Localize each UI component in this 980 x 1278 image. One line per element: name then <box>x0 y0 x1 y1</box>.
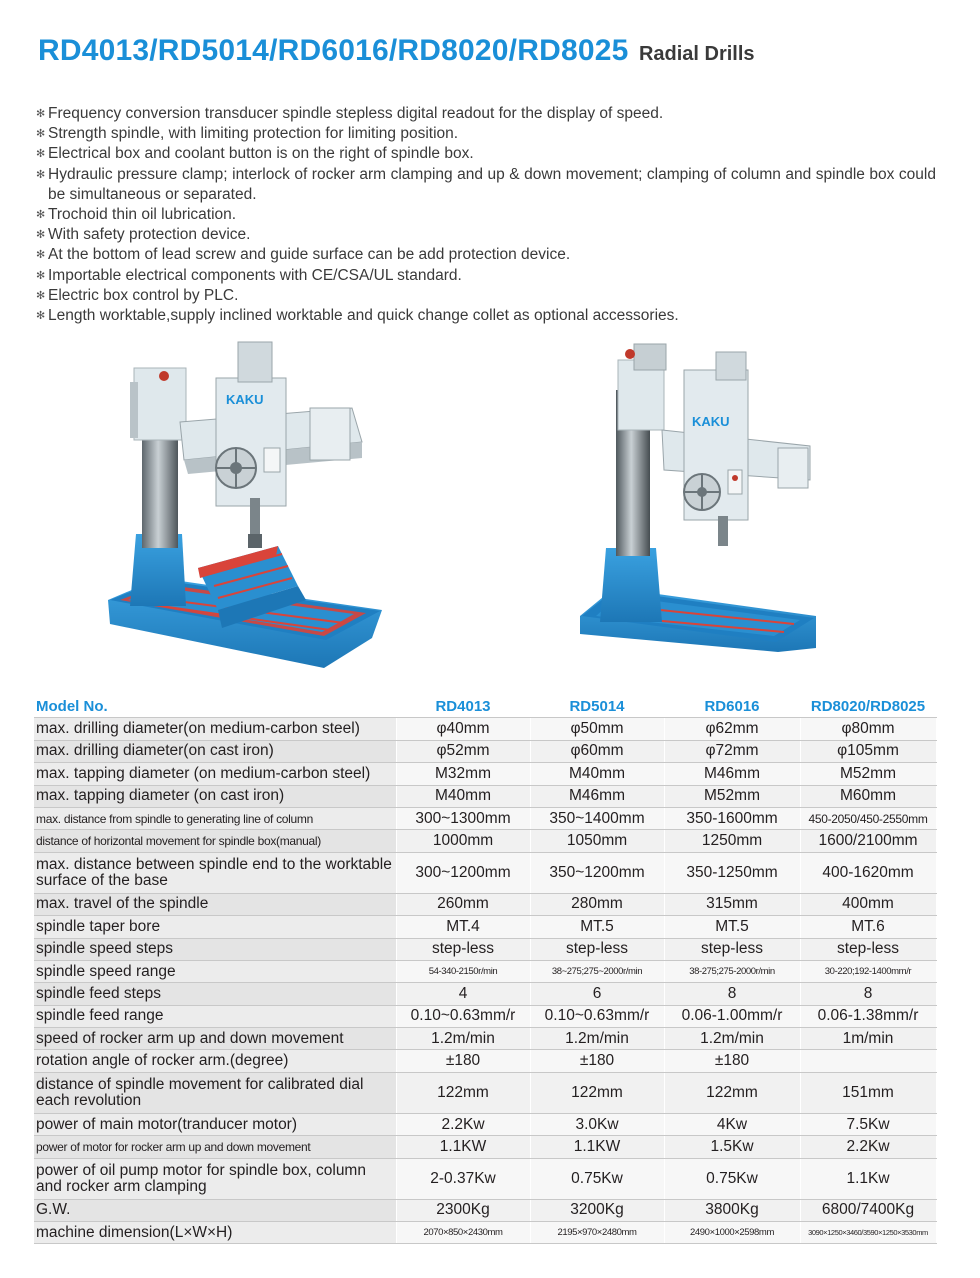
column-header-rd5014: RD5014 <box>530 696 664 718</box>
table-cell: M40mm <box>396 785 530 807</box>
table-cell: 0.75Kw <box>530 1158 664 1199</box>
table-row <box>34 1113 936 1135</box>
table-row <box>34 1005 936 1027</box>
table-row <box>34 1158 936 1199</box>
bullet-icon: ✻ <box>36 209 46 222</box>
table-row <box>34 916 936 938</box>
table-cell: step-less <box>396 938 530 960</box>
table-cell: 3090×1250×3460/3590×1250×3530mm <box>800 1222 936 1244</box>
table-cell: 1.5Kw <box>664 1136 800 1158</box>
feature-item: ✻ Frequency conversion transducer spindle stepless digital readout for the display of speed. <box>36 104 936 124</box>
table-row <box>34 785 936 807</box>
table-cell: 1.1Kw <box>800 1158 936 1199</box>
table-cell: ±180 <box>664 1050 800 1072</box>
row-label: distance of spindle movement for calibrated dial each revolution <box>34 1072 396 1113</box>
table-cell: φ50mm <box>530 718 664 740</box>
table-cell: 350~1200mm <box>530 852 664 893</box>
table-cell: step-less <box>800 938 936 960</box>
table-cell: 2195×970×2480mm <box>530 1222 664 1244</box>
row-label: spindle speed steps <box>34 938 396 960</box>
table-cell: 4Kw <box>664 1113 800 1135</box>
table-cell: 122mm <box>396 1072 530 1113</box>
row-label: max. drilling diameter(on medium-carbon steel) <box>34 718 396 740</box>
row-label: max. distance from spindle to generating line of column <box>34 807 396 829</box>
table-cell: 350-1600mm <box>664 807 800 829</box>
brand-label: KAKU <box>692 414 730 429</box>
table-cell: 350~1400mm <box>530 807 664 829</box>
feature-item: ✻ Importable electrical components with CE/CSA/UL standard. <box>36 266 936 286</box>
table-row <box>34 1199 936 1221</box>
table-cell: MT.6 <box>800 916 936 938</box>
table-cell: 280mm <box>530 893 664 915</box>
table-row <box>34 1072 936 1113</box>
column-header-rd4013: RD4013 <box>396 696 530 718</box>
table-row <box>34 1028 936 1050</box>
radial-drill-photo-tilting-table <box>100 338 392 678</box>
table-cell <box>800 1050 936 1072</box>
table-cell: 1000mm <box>396 830 530 852</box>
table-cell: step-less <box>664 938 800 960</box>
row-label: rotation angle of rocker arm.(degree) <box>34 1050 396 1072</box>
bullet-icon: ✻ <box>36 229 46 242</box>
feature-list <box>36 104 936 326</box>
table-cell: 0.10~0.63mm/r <box>530 1005 664 1027</box>
table-row <box>34 893 936 915</box>
table-cell: 151mm <box>800 1072 936 1113</box>
table-row <box>34 807 936 829</box>
bullet-icon: ✻ <box>36 148 46 161</box>
table-cell: φ60mm <box>530 740 664 762</box>
bullet-icon: ✻ <box>36 269 46 282</box>
bullet-icon: ✻ <box>36 310 46 323</box>
bullet-icon: ✻ <box>36 289 46 302</box>
table-row <box>34 1222 936 1244</box>
table-cell: 1.1KW <box>396 1136 530 1158</box>
table-cell: 4 <box>396 983 530 1005</box>
table-cell: 2070×850×2430mm <box>396 1222 530 1244</box>
table-cell: MT.5 <box>664 916 800 938</box>
row-label: spindle feed range <box>34 1005 396 1027</box>
row-label: power of main motor(tranducer motor) <box>34 1113 396 1135</box>
row-label: spindle speed range <box>34 960 396 982</box>
table-cell: 122mm <box>664 1072 800 1113</box>
table-cell: φ62mm <box>664 718 800 740</box>
table-row <box>34 938 936 960</box>
column-header-rd6016: RD6016 <box>664 696 800 718</box>
table-cell: 54-340-2150r/min <box>396 960 530 982</box>
table-cell: 260mm <box>396 893 530 915</box>
feature-item: ✻ At the bottom of lead screw and guide surface can be add protection device. <box>36 245 936 265</box>
bullet-icon: ✻ <box>36 108 46 120</box>
table-cell: 6800/7400Kg <box>800 1199 936 1221</box>
row-label: max. travel of the spindle <box>34 893 396 915</box>
row-label: spindle taper bore <box>34 916 396 938</box>
table-cell: 2.2Kw <box>800 1136 936 1158</box>
page-title <box>38 34 755 68</box>
table-row <box>34 740 936 762</box>
row-label: max. tapping diameter (on medium-carbon steel) <box>34 763 396 785</box>
row-label: power of motor for rocker arm up and down movement <box>34 1136 396 1158</box>
feature-item: ✻ Electrical box and coolant button is on the right of spindle box. <box>36 144 936 164</box>
feature-item: ✻ Length worktable,supply inclined worktable and quick change collet as optional accessories. <box>36 306 936 326</box>
table-cell: 1.2m/min <box>664 1028 800 1050</box>
table-cell: 350-1250mm <box>664 852 800 893</box>
table-row <box>34 1136 936 1158</box>
table-cell: 0.10~0.63mm/r <box>396 1005 530 1027</box>
table-cell: φ72mm <box>664 740 800 762</box>
table-cell: 0.06-1.00mm/r <box>664 1005 800 1027</box>
table-cell: 300~1200mm <box>396 852 530 893</box>
table-row <box>34 983 936 1005</box>
table-cell: φ80mm <box>800 718 936 740</box>
table-row <box>34 718 936 740</box>
feature-item: ✻ With safety protection device. <box>36 225 936 245</box>
table-cell: 1250mm <box>664 830 800 852</box>
radial-drill-photo-standard <box>578 330 820 652</box>
table-cell: 7.5Kw <box>800 1113 936 1135</box>
table-cell: 3200Kg <box>530 1199 664 1221</box>
table-cell: 8 <box>664 983 800 1005</box>
feature-item: ✻ Electric box control by PLC. <box>36 286 936 306</box>
bullet-icon: ✻ <box>36 168 46 181</box>
product-type-subtitle: Radial Drills <box>638 43 755 65</box>
table-cell: M46mm <box>664 763 800 785</box>
table-cell: M40mm <box>530 763 664 785</box>
bullet-icon: ✻ <box>36 249 46 262</box>
brand-label: KAKU <box>226 392 264 407</box>
table-cell: MT.4 <box>396 916 530 938</box>
table-cell: MT.5 <box>530 916 664 938</box>
table-cell: 6 <box>530 983 664 1005</box>
table-cell: 1.2m/min <box>530 1028 664 1050</box>
table-cell: 2.2Kw <box>396 1113 530 1135</box>
table-cell: ±180 <box>530 1050 664 1072</box>
bullet-icon: ✻ <box>36 128 46 141</box>
table-cell: 3.0Kw <box>530 1113 664 1135</box>
table-cell: 1.1KW <box>530 1136 664 1158</box>
table-cell: 8 <box>800 983 936 1005</box>
table-cell: 1600/2100mm <box>800 830 936 852</box>
table-cell: 38~275;275~2000r/min <box>530 960 664 982</box>
table-cell: 3800Kg <box>664 1199 800 1221</box>
table-row <box>34 852 936 893</box>
table-cell: 2-0.37Kw <box>396 1158 530 1199</box>
table-cell: M60mm <box>800 785 936 807</box>
table-header-row <box>34 696 936 718</box>
feature-item: ✻ Strength spindle, with limiting protection for limiting position. <box>36 124 936 144</box>
table-cell: M52mm <box>800 763 936 785</box>
table-cell: 122mm <box>530 1072 664 1113</box>
table-cell: 450-2050/450-2550mm <box>800 807 936 829</box>
table-cell: M46mm <box>530 785 664 807</box>
table-cell: 1050mm <box>530 830 664 852</box>
table-cell: 0.75Kw <box>664 1158 800 1199</box>
row-label: max. drilling diameter(on cast iron) <box>34 740 396 762</box>
column-header-model: Model No. <box>34 696 396 718</box>
specifications-table <box>34 696 937 1244</box>
table-cell: ±180 <box>396 1050 530 1072</box>
table-cell: 400-1620mm <box>800 852 936 893</box>
row-label: max. tapping diameter (on cast iron) <box>34 785 396 807</box>
column-header-rd8020-rd8025: RD8020/RD8025 <box>800 696 936 718</box>
table-cell: 1m/min <box>800 1028 936 1050</box>
table-cell: 315mm <box>664 893 800 915</box>
row-label: spindle feed steps <box>34 983 396 1005</box>
table-cell: 1.2m/min <box>396 1028 530 1050</box>
row-label: speed of rocker arm up and down movement <box>34 1028 396 1050</box>
row-label: G.W. <box>34 1199 396 1221</box>
table-cell: φ52mm <box>396 740 530 762</box>
table-row <box>34 1050 936 1072</box>
table-cell: φ40mm <box>396 718 530 740</box>
table-cell: φ105mm <box>800 740 936 762</box>
table-cell: 2300Kg <box>396 1199 530 1221</box>
feature-item: ✻ Trochoid thin oil lubrication. <box>36 205 936 225</box>
table-cell: step-less <box>530 938 664 960</box>
row-label: machine dimension(L×W×H) <box>34 1222 396 1244</box>
table-row <box>34 830 936 852</box>
table-cell: M32mm <box>396 763 530 785</box>
table-cell: 400mm <box>800 893 936 915</box>
table-cell: 0.06-1.38mm/r <box>800 1005 936 1027</box>
table-cell: 2490×1000×2598mm <box>664 1222 800 1244</box>
table-row <box>34 763 936 785</box>
table-cell: M52mm <box>664 785 800 807</box>
table-cell: 38-275;275-2000r/min <box>664 960 800 982</box>
table-cell: 30-220;192-1400mm/r <box>800 960 936 982</box>
feature-item: ✻ Hydraulic pressure clamp; interlock of rocker arm clamping and up & down movement; clamping of column and spindle box could be simultaneous or separated. <box>36 165 936 203</box>
table-cell: 300~1300mm <box>396 807 530 829</box>
row-label: distance of horizontal movement for spindle box(manual) <box>34 830 396 852</box>
row-label: power of oil pump motor for spindle box, column and rocker arm clamping <box>34 1158 396 1199</box>
model-range-title: RD4013/RD5014/RD6016/RD8020/RD8025 <box>38 34 629 67</box>
table-row <box>34 960 936 982</box>
row-label: max. distance between spindle end to the worktable surface of the base <box>34 852 396 893</box>
